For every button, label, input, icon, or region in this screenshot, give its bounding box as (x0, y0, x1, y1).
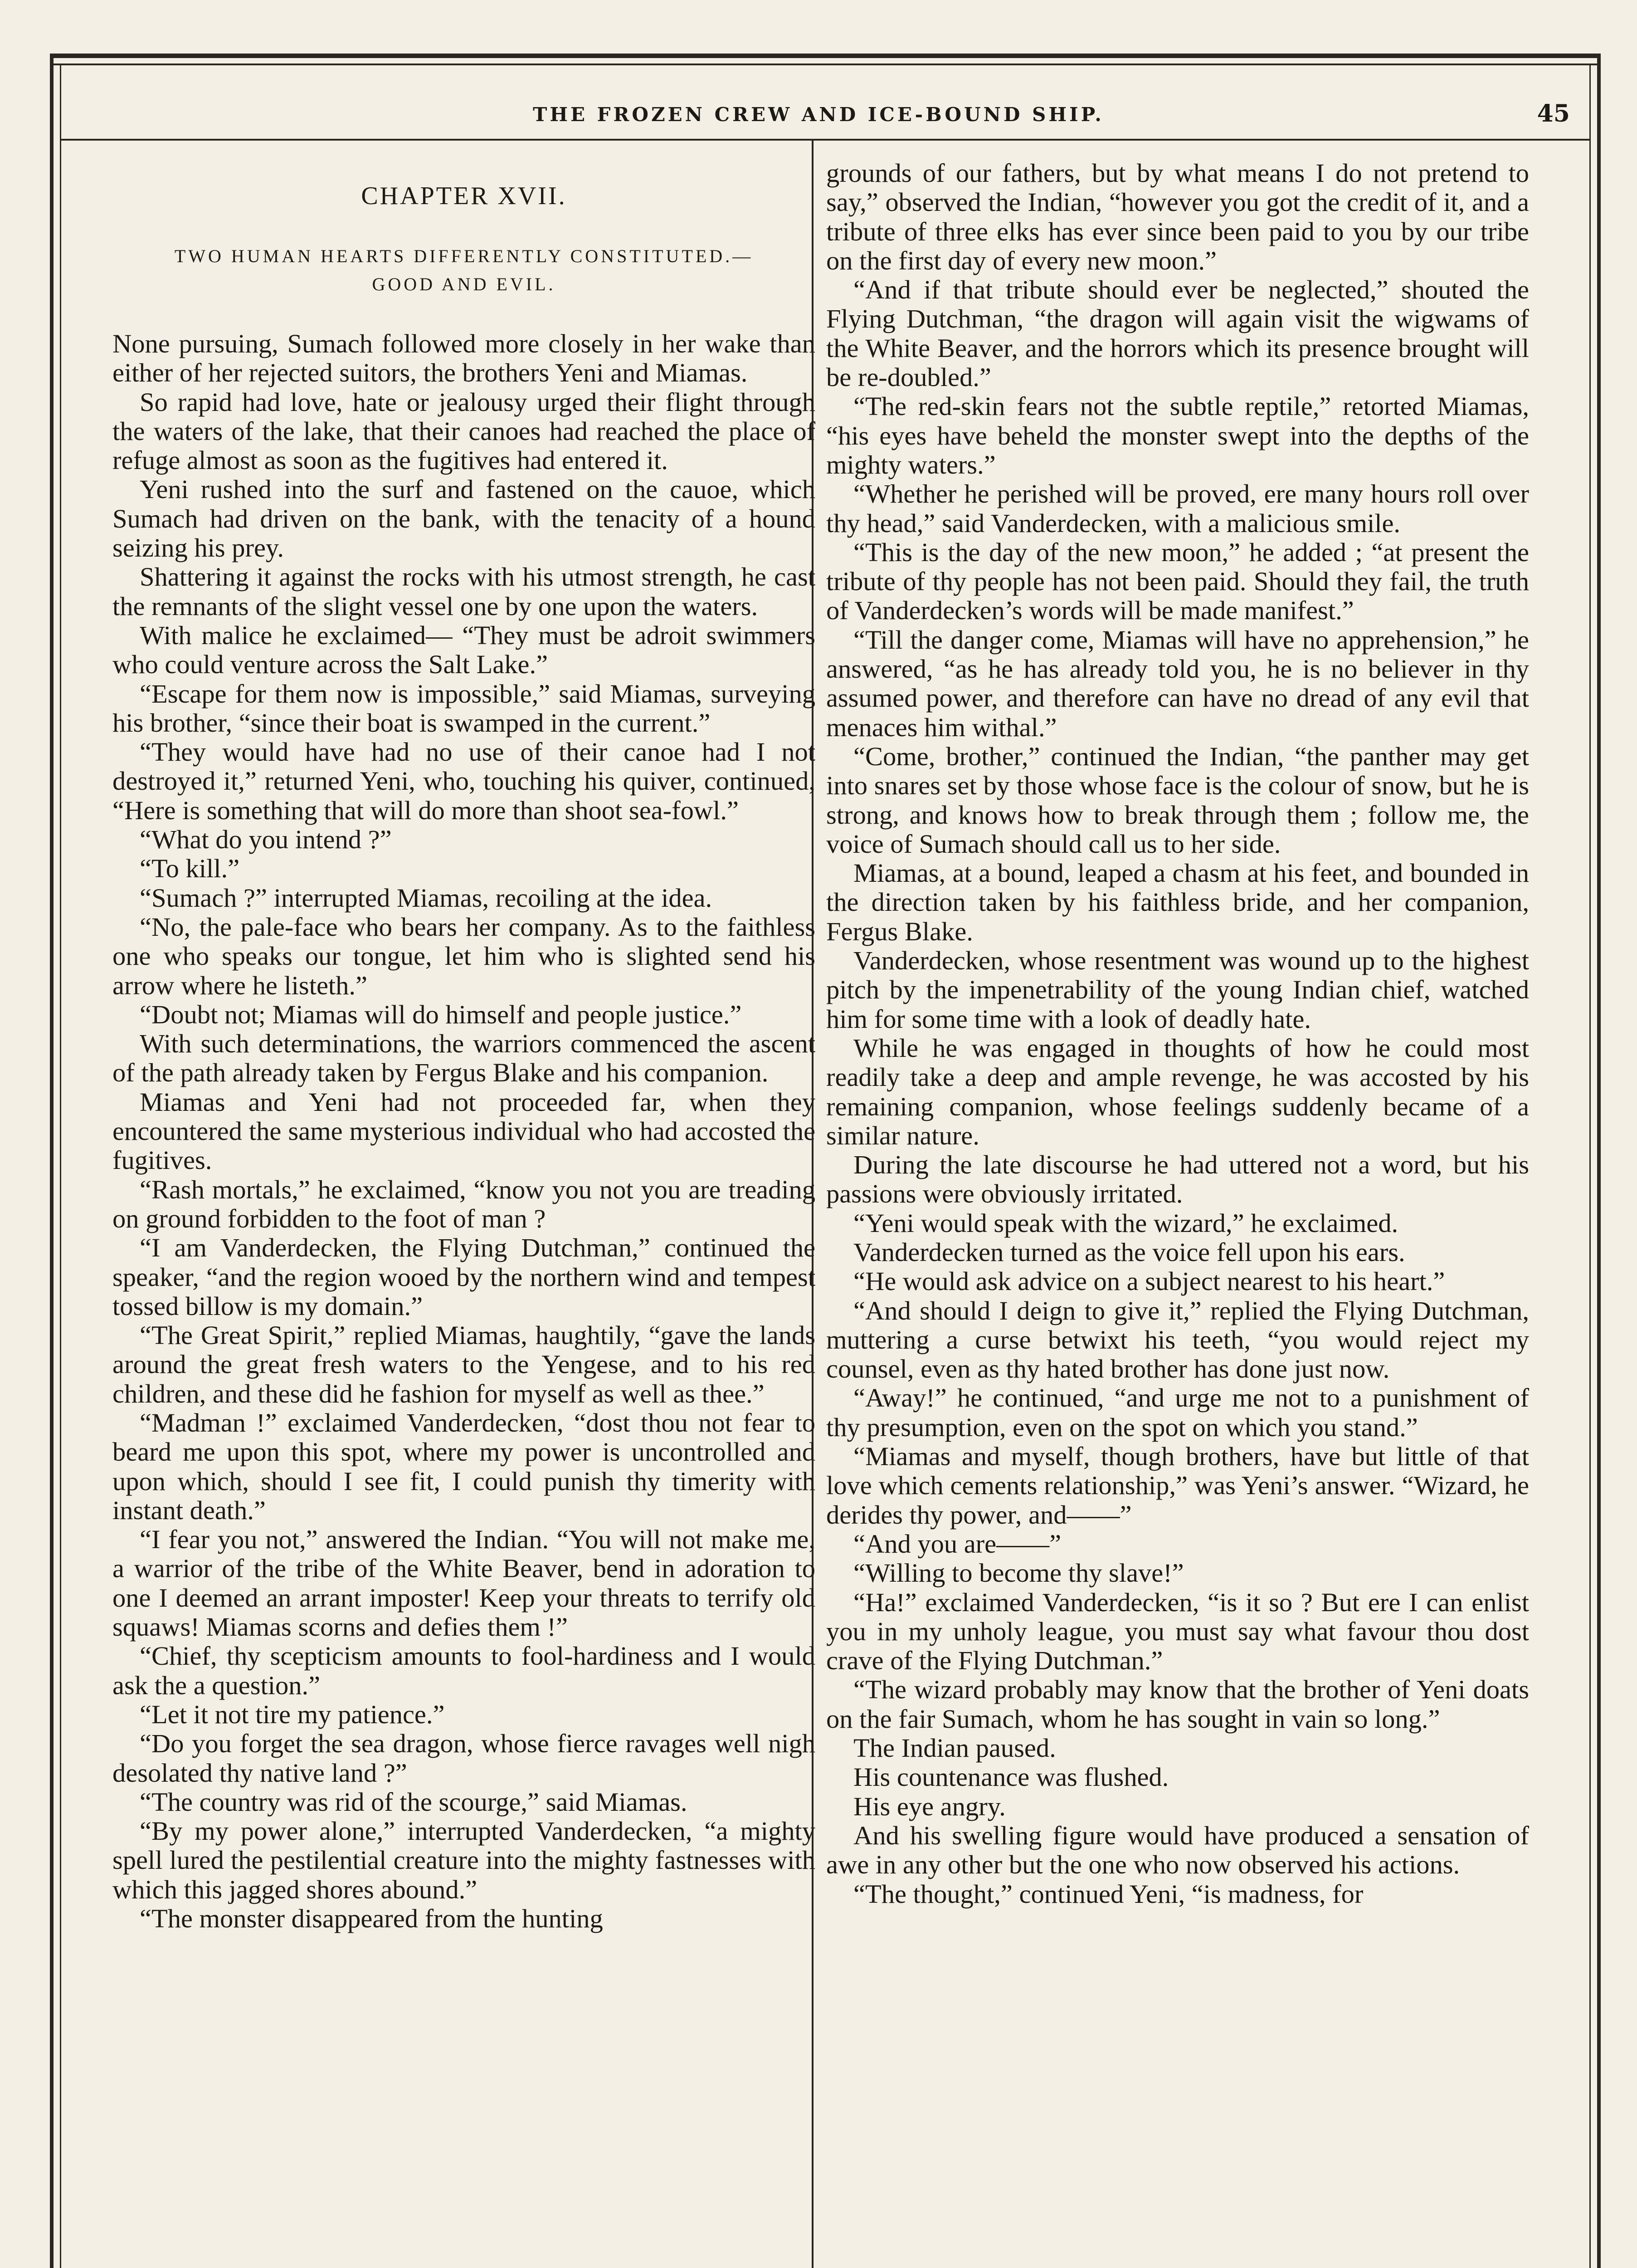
paragraph: “By my power alone,” interrupted Vanderdecken, “a mighty spell lured the pestilential creature into the mighty fastnesses with which this jagged shores abound.” (112, 1816, 815, 1904)
paragraph: His countenance was flushed. (853, 1762, 1169, 1792)
paragraph: “They would have had no use of their canoe had I not destroyed it,” returned Yeni, who, touching his quiver, continued, “Here is something that will do more than shoot sea-fowl.” (112, 737, 815, 825)
paragraph: “The monster disappeared from the hunting (140, 1904, 603, 1934)
running-header-title: THE FROZEN CREW AND ICE-BOUND SHIP. (533, 103, 1104, 126)
chapter-subtitle-line-2: GOOD AND EVIL. (372, 274, 556, 294)
paragraph: So rapid had love, hate or jealousy urged their flight through the waters of the lake, that their canoes had reached the place of refuge almost as soon as the fugitives had entered it. (112, 387, 815, 475)
paragraph: “The red-skin fears not the subtle reptile,” retorted Miamas, “his eyes have beheld the monster swept into the depths of the mighty waters.” (826, 391, 1529, 479)
paragraph: With such determinations, the warriors commenced the ascent of the path already taken by Fergus Blake and his companion. (112, 1029, 815, 1088)
left-border-rule-outer (50, 54, 54, 2268)
paragraph: “I am Vanderdecken, the Flying Dutchman,” continued the speaker, “and the region wooed by the northern wind and tempest tossed billow is my domain.” (112, 1233, 815, 1321)
paragraph: “And should I deign to give it,” replied the Flying Dutchman, muttering a curse betwixt his teeth, “you would reject my counsel, even as thy hated brother has done just now. (826, 1295, 1529, 1384)
paragraph: “Come, brother,” continued the Indian, “the panther may get into snares set by those whose face is the colour of snow, but he is strong, and knows how to break through them ; follow me, the voice of Sumach should call us to her side. (826, 741, 1529, 859)
paragraph: “What do you intend ?” (140, 825, 392, 855)
right-paragraphs (826, 159, 1529, 1909)
top-border-rule-inner (50, 64, 1601, 65)
paragraph: “Doubt not; Miamas will do himself and people justice.” (140, 999, 742, 1029)
chapter-title: CHAPTER XVII. (361, 182, 567, 210)
paragraph: “I fear you not,” answered the Indian. “You will not make me, a warrior of the tribe of the White Beaver, bend in adoration to one I deemed an arrant imposter! Keep your threats to terrify old squaws! Miamas scorns and defies them !” (112, 1525, 815, 1642)
paragraph: Miamas and Yeni had not proceeded far, when they encountered the same mysterious individual who had accosted the fugitives. (112, 1087, 815, 1175)
paragraph: “And you are——” (853, 1529, 1062, 1559)
paragraph: “Let it not tire my patience.” (140, 1699, 445, 1729)
header-underline-rule (60, 139, 1591, 141)
paragraph: “Miamas and myself, though brothers, have but little of that love which cements relationship,” was Yeni’s answer. “Wizard, he derides thy power, and——” (826, 1442, 1529, 1530)
paragraph: “To kill.” (140, 854, 240, 884)
paragraph: “Chief, thy scepticism amounts to fool-hardiness and I would ask the a question.” (112, 1641, 815, 1700)
paragraph: grounds of our fathers, but by what means I do not pretend to say,” observed the Indian, “however you got the credit of it, and a tribute of three elks has ever since been paid to you by our tribe on the first day of every new moon.” (826, 159, 1529, 275)
paragraph: And his swelling figure would have produced a sensation of awe in any other but the one who now observed his actions. (826, 1820, 1529, 1880)
chapter-subtitle (112, 242, 815, 298)
left-text-column (112, 154, 815, 2268)
paragraph: “And if that tribute should ever be neglected,” shouted the Flying Dutchman, “the dragon will again visit the wigwams of the White Beaver, and the horrors which its presence brought will be re-doubled.” (826, 275, 1529, 392)
paragraph: “Till the danger come, Miamas will have no apprehension,” he answered, “as he has already told you, he is no believer in thy assumed power, and therefore can have no dread of any evil that menaces him withal.” (826, 625, 1529, 742)
paragraph: “Willing to become thy slave!” (853, 1558, 1184, 1588)
paragraph: “Away!” he continued, “and urge me not to a punishment of thy presumption, even on the spot on which you stand.” (826, 1383, 1529, 1442)
paragraph: “Ha!” exclaimed Vanderdecken, “is it so ? But ere I can enlist you in my unholy league, you must say what favour thou dost crave of the Flying Dutchman.” (826, 1587, 1529, 1676)
paragraph: “Madman !” exclaimed Vanderdecken, “dost thou not fear to beard me upon this spot, where my power is uncontrolled and upon which, should I see fit, I could punish thy timerity with instant death.” (112, 1408, 815, 1525)
right-border-rule-inner (1589, 64, 1591, 2268)
paragraph: “The Great Spirit,” replied Miamas, haughtily, “gave the lands around the great fresh waters to the Yengese, and to his red children, and these did he fashion for myself as well as thee.” (112, 1320, 815, 1408)
paragraph: “Rash mortals,” he exclaimed, “know you not you are treading on ground forbidden to the foot of man ? (112, 1174, 815, 1233)
paragraph: “Yeni would speak with the wizard,” he exclaimed. (853, 1208, 1398, 1238)
paragraph: “The thought,” continued Yeni, “is madness, for (853, 1879, 1364, 1909)
paragraph: None pursuing, Sumach followed more closely in her wake than either of her rejected suitors, the brothers Yeni and Miamas. (112, 329, 815, 388)
paragraph: “Sumach ?” interrupted Miamas, recoiling at the idea. (140, 883, 712, 913)
paragraph: “No, the pale-face who bears her company. As to the faithless one who speaks our tongue, let him who is slighted send his arrow where he listeth.” (112, 912, 815, 1000)
paragraph: “This is the day of the new moon,” he added ; “at present the tribute of thy people has not been paid. Should they fail, the truth of Vanderdecken’s words will be made manifest.” (826, 537, 1529, 626)
right-text-column (826, 159, 1529, 2268)
paragraph: “He would ask advice on a subject nearest to his heart.” (853, 1266, 1445, 1296)
left-border-rule-inner (60, 64, 61, 2268)
paragraph: “The wizard probably may know that the brother of Yeni doats on the fair Sumach, whom he has sought in vain so long.” (826, 1675, 1529, 1734)
paragraph: “Escape for them now is impossible,” said Miamas, surveying his brother, “since their boat is swamped in the current.” (112, 679, 815, 738)
paragraph: Vanderdecken turned as the voice fell upon his ears. (853, 1237, 1405, 1267)
right-border-rule-outer (1597, 54, 1601, 2268)
left-paragraphs (112, 329, 815, 1933)
paragraph: While he was engaged in thoughts of how he could most readily take a deep and ample revenge, he was accosted by his remaining companion, whose feelings suddenly became of a similar nature. (826, 1033, 1529, 1150)
paragraph: Vanderdecken, whose resentment was wound up to the highest pitch by the impenetrability of the young Indian chief, watched him for some time with a look of deadly hate. (826, 946, 1529, 1034)
page-number: 45 (1537, 100, 1570, 127)
paragraph: “Do you forget the sea dragon, whose fierce ravages well nigh desolated thy native land ?” (112, 1729, 815, 1788)
paragraph: Miamas, at a bound, leaped a chasm at his feet, and bounded in the direction taken by his faithless bride, and her companion, Fergus Blake. (826, 858, 1529, 946)
paragraph: Shattering it against the rocks with his utmost strength, he cast the remnants of the slight vessel one by one upon the waters. (112, 562, 815, 621)
paragraph: During the late discourse he had uttered not a word, but his passions were obviously irritated. (826, 1150, 1529, 1209)
paragraph: “The country was rid of the scourge,” said Miamas. (140, 1787, 687, 1817)
paragraph: With malice he exclaimed— “They must be adroit swimmers who could venture across the Salt Lake.” (112, 620, 815, 679)
top-border-rule-outer (50, 54, 1601, 58)
paragraph: “Whether he perished will be proved, ere many hours roll over thy head,” said Vanderdecken, with a malicious smile. (826, 479, 1529, 538)
paragraph: His eye angry. (853, 1791, 1006, 1821)
paragraph: Yeni rushed into the surf and fastened on the cauoe, which Sumach had driven on the bank, with the tenacity of a hound seizing his prey. (112, 474, 815, 563)
paragraph: The Indian paused. (853, 1733, 1056, 1763)
chapter-subtitle-line-1: TWO HUMAN HEARTS DIFFERENTLY CONSTITUTED.— (174, 246, 754, 266)
